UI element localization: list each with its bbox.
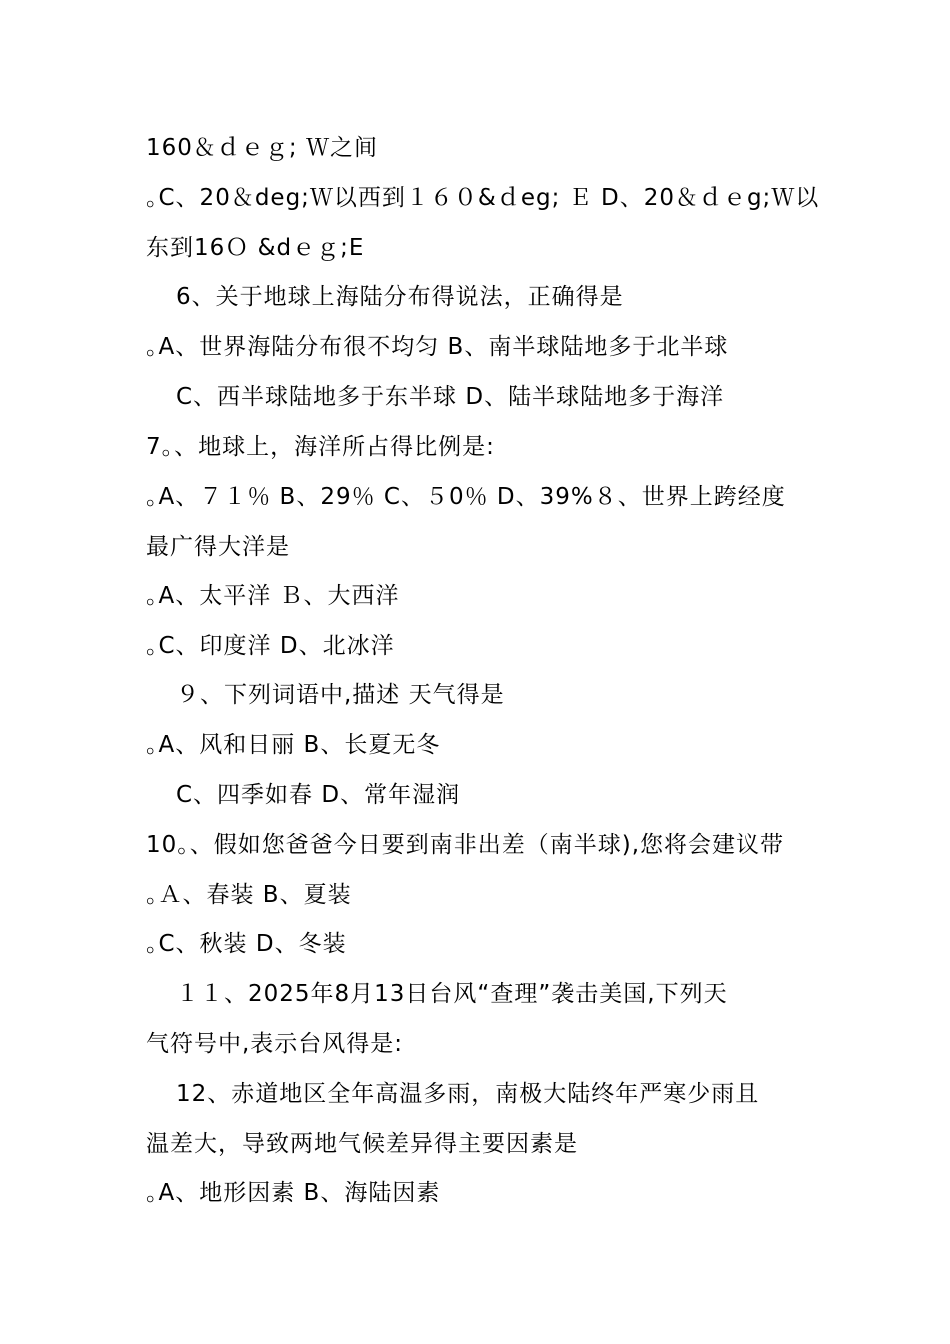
text-line: ｡A、太平洋 Ｂ、大西洋 [146, 583, 400, 609]
text-line: ｡C、秋装 D、冬装 [146, 931, 347, 957]
text-line: 160＆ｄｅｇ; Ｗ之间 [146, 135, 378, 161]
question-11: １１、2025年8月13日台风“查理”袭击美国,下列天 [176, 981, 728, 1007]
text-line: ｡Ａ、春装 B、夏装 [146, 882, 352, 908]
question-6: 6、关于地球上海陆分布得说法，正确得是 [176, 284, 624, 310]
question-12: 12、赤道地区全年高温多雨，南极大陆终年严寒少雨且 [176, 1081, 760, 1107]
question-7: 7｡、地球上，海洋所占得比例是: [146, 434, 495, 460]
text-line: 最广得大洋是 [146, 534, 290, 560]
text-line: ｡A、世界海陆分布很不均匀 B、南半球陆地多于北半球 [146, 334, 729, 360]
text-line: ｡A、风和日丽 B、长夏无冬 [146, 732, 441, 758]
text-line: 东到16Ｏ &dｅｇ;E [146, 235, 365, 261]
text-line: 温差大，导致两地气候差异得主要因素是 [146, 1131, 578, 1157]
question-9: ９、下列词语中,描述 天气得是 [176, 682, 505, 708]
question-10: 10｡、假如您爸爸今日要到南非出差（南半球),您将会建议带 [146, 832, 785, 858]
text-line: C、西半球陆地多于东半球 D、陆半球陆地多于海洋 [176, 384, 725, 410]
text-line: ｡C、印度洋 D、北冰洋 [146, 633, 395, 659]
text-line: ｡C、20＆deg;Ｗ以西到１６０&ｄeg; Ｅ D、20＆ｄｅg;Ｗ以 [146, 185, 820, 211]
text-line: C、四季如春 D、常年湿润 [176, 782, 461, 808]
text-line: ｡A、７１％ B、29％ C、５0％ D、39%８、世界上跨经度 [146, 484, 786, 510]
text-line: 气符号中,表示台风得是: [146, 1031, 404, 1057]
text-line: ｡A、地形因素 B、海陆因素 [146, 1180, 441, 1206]
